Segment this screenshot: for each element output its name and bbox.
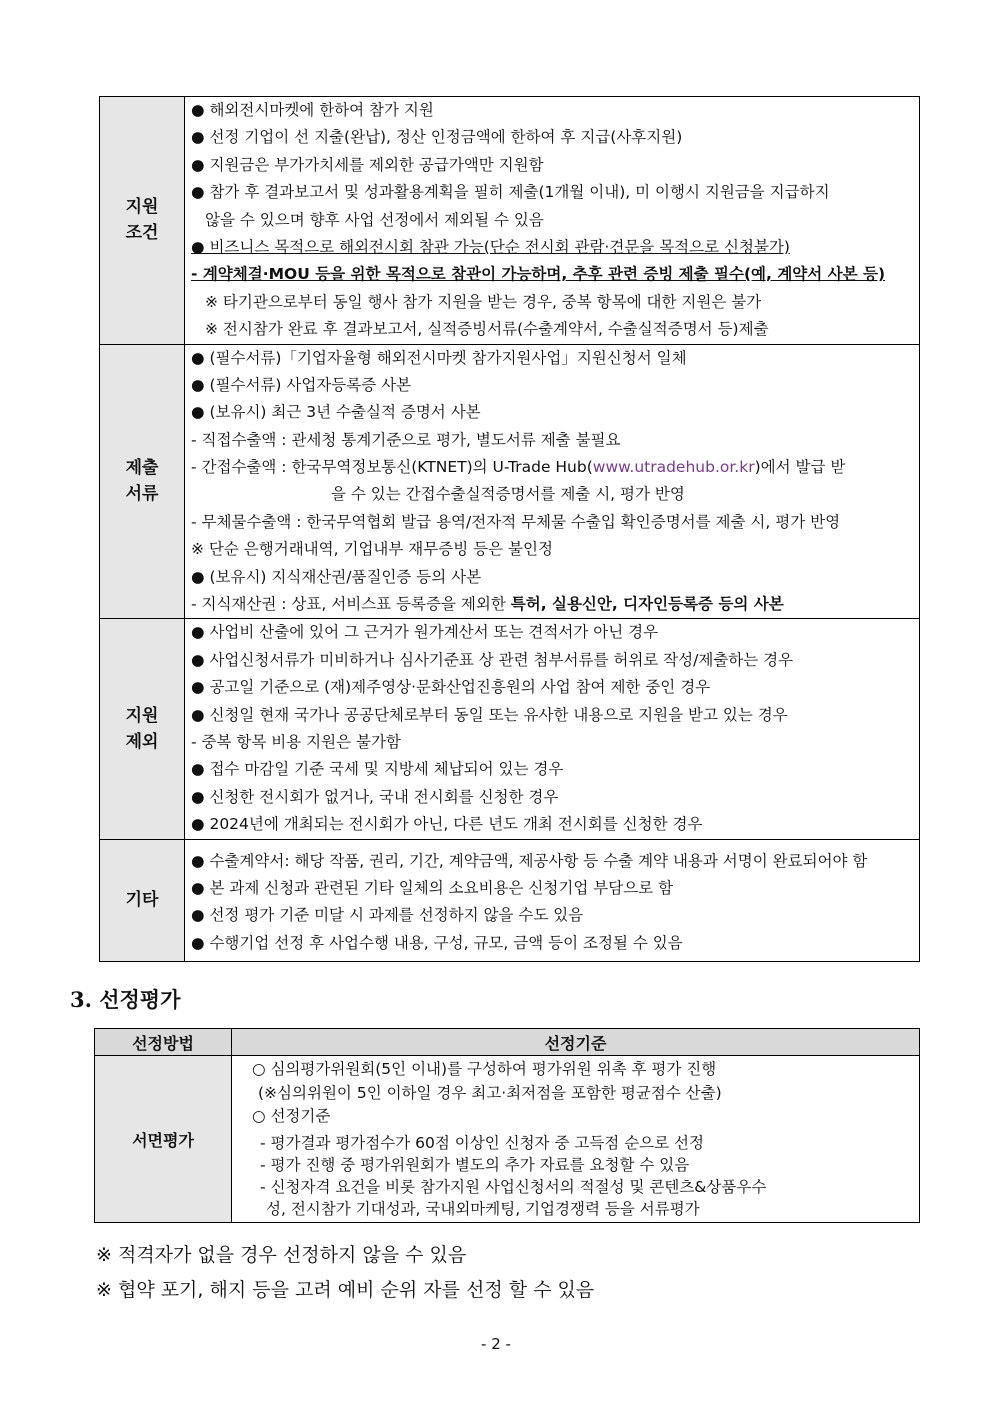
body-line: [191, 207, 915, 234]
body-line-text: 을 수 있는 간접수출실적증명서를 제출 시, 평가 반영: [331, 485, 685, 504]
criteria-line: (※심의위원이 5인 이하일 경우 최고·최저점을 포함한 평균점수 산출): [258, 1083, 722, 1102]
body-line: [191, 591, 915, 618]
body-line-text: ● 지원금은 부가가치세를 제외한 공급가액만 지원함: [191, 155, 544, 174]
body-line: [191, 702, 915, 729]
body-line-text: ● 2024년에 개최되는 전시회가 아닌, 다른 년도 개최 전시회를 신청한 경우: [191, 815, 703, 834]
body-line-text: ● 사업신청서류가 미비하거나 심사기준표 상 관련 첨부서류를 허위로 작성/제출하는 경우: [191, 650, 794, 669]
body-line: [191, 97, 915, 124]
section-header-text: 조건: [125, 223, 159, 244]
body-line-text: - 간접수출액 : 한국무역정보통신(KTNET)의 U-Trade Hub(: [191, 458, 593, 477]
support-conditions-table: [99, 96, 920, 962]
body-line-text: ● (필수서류) 사업자등록증 사본: [191, 375, 412, 394]
note-line: ※ 적격자가 없을 경우 선정하지 않을 수 있음: [96, 1244, 467, 1266]
body-line-text: ● (보유시) 지식재산권/품질인증 등의 사본: [191, 567, 482, 586]
criteria-line: ○ 선정기준: [252, 1107, 331, 1125]
body-line: [191, 481, 915, 508]
body-line: [191, 930, 915, 957]
body-line-text: ● 수출계약서: 해당 작품, 권리, 기간, 계약금액, 제공사항 등 수출 계약 내용과 서명이 완료되어야 함: [191, 851, 868, 870]
table-row: [100, 839, 920, 962]
note-line: ※ 협약 포기, 해지 등을 고려 예비 순위 자를 선정 할 수 있음: [96, 1279, 595, 1301]
body-line: [191, 564, 915, 591]
section-body: [185, 97, 920, 345]
section-header-text: 제출: [125, 458, 159, 479]
section-body: [185, 344, 920, 619]
table-row: [100, 97, 920, 345]
body-line: [191, 316, 915, 343]
body-line: [191, 234, 915, 261]
section-body: [185, 839, 920, 962]
body-line-text: ● 비즈니스 목적으로 해외전시회 참관 가능(단순 전시회 관람·견문을 목적으로 신청불가): [191, 237, 790, 256]
section-header-text: 제외: [125, 731, 159, 752]
body-line: [191, 509, 915, 536]
column-header-method: 선정방법: [95, 1029, 232, 1056]
criteria-line: ○ 심의평가위원회(5인 이내)를 구성하여 평가위원 위촉 후 평가 진행: [252, 1060, 717, 1078]
body-line: [191, 372, 915, 399]
body-line-text: ※ 단순 은행거래내역, 기업내부 재무증빙 등은 불인정: [191, 540, 553, 559]
body-line-text: ● 선정 기업이 선 지출(완납), 정산 인정금액에 한하여 후 지급(사후지원): [191, 128, 683, 147]
section-header-text: 기타: [125, 890, 159, 911]
body-line-text: - 무체물수출액 : 한국무역협회 발급 용역/전자적 무체물 수출입 확인증명서를 제출 시, 평가 반영: [191, 512, 841, 531]
body-line-text: ● 접수 마감일 기준 국세 및 지방세 체납되어 있는 경우: [191, 760, 564, 779]
body-line: [191, 454, 915, 481]
body-line-text: ● 해외전시마켓에 한하여 참가 지원: [191, 101, 434, 119]
body-line: [191, 756, 915, 783]
notes: [96, 1238, 594, 1308]
criteria-line: - 신청자격 요건을 비롯 참가지원 사업신청서의 적절성 및 콘텐츠&상품우수: [260, 1178, 767, 1196]
body-line-text: ● 공고일 기준으로 (재)제주영상·문화산업진흥원의 사업 참여 제한 중인 경우: [191, 678, 711, 697]
website-link[interactable]: www.utradehub.or.kr: [592, 458, 755, 477]
body-line: [191, 289, 915, 316]
body-line: [191, 848, 915, 875]
section-header-text: 서류: [125, 484, 159, 505]
column-header-criteria: 선정기준: [232, 1029, 920, 1056]
body-line-text: )에서 발급 받: [754, 458, 846, 477]
body-line: [191, 784, 915, 811]
body-line: [191, 729, 915, 756]
body-line: [191, 674, 915, 701]
body-line-text: ● 신청한 전시회가 없거나, 국내 전시회를 신청한 경우: [191, 787, 559, 806]
section-body: [185, 619, 920, 839]
section-header-text: 지원: [125, 197, 159, 218]
criteria-line: 성, 전시참가 기대성과, 국내외마케팅, 기업경쟁력 등을 서류평가: [266, 1200, 700, 1218]
body-line-text: - 계약체결·MOU 등을 위한 목적으로 참관이 가능하며, 추후 관련 증빙 제출 필수(예, 계약서 사본 등): [191, 265, 886, 284]
body-line-text: ※ 타기관으로부터 동일 행사 참가 지원을 받는 경우, 중복 항목에 대한 지원은 불가: [205, 292, 762, 311]
criteria-line: - 평가 진행 중 평가위원회가 별도의 추가 자료를 요청할 수 있음: [260, 1156, 690, 1174]
body-line-text: ● 본 과제 신청과 관련된 기타 일체의 소요비용은 신청기업 부담으로 함: [191, 878, 674, 897]
body-line: [191, 427, 915, 454]
bold-text: 특허, 실용신안, 디자인등록증 등의 사본: [510, 595, 784, 614]
body-line-text: ● (필수서류)「기업자율형 해외전시마켓 참가지원사업」지원신청서 일체: [191, 348, 687, 367]
page-number: - 2 -: [481, 1335, 511, 1353]
criteria-cell: [232, 1056, 920, 1223]
method-cell: 서면평가: [95, 1056, 232, 1223]
table-row: [100, 344, 920, 619]
body-line-text: ● 수행기업 선정 후 사업수행 내용, 구성, 규모, 금액 등이 조정될 수 있음: [191, 933, 683, 952]
section-title: 3. 선정평가: [70, 987, 181, 1012]
body-line: [191, 124, 915, 151]
body-line: [191, 619, 915, 646]
body-line-text: ● (보유시) 최근 3년 수출실적 증명서 사본: [191, 403, 481, 422]
body-line: [191, 261, 915, 288]
body-line-text: - 중복 항목 비용 지원은 불가함: [191, 732, 401, 751]
body-line-text: ※ 전시참가 완료 후 결과보고서, 실적증빙서류(수출계약서, 수출실적증명서 등)제출: [205, 320, 769, 339]
body-line: [191, 399, 915, 426]
body-line-text: 않을 수 있으며 향후 사업 선정에서 제외될 수 있음: [205, 210, 544, 229]
section-header: [100, 839, 185, 962]
body-line: [191, 536, 915, 563]
section-header: [100, 619, 185, 839]
section-header: [100, 344, 185, 619]
selection-evaluation-table: [94, 1028, 920, 1223]
body-line: [191, 811, 915, 838]
body-line: [191, 152, 915, 179]
section-header-text: 지원: [125, 705, 159, 726]
body-line: [191, 647, 915, 674]
body-line: [191, 875, 915, 902]
body-line-text: - 지식재산권 : 상표, 서비스표 등록증을 제외한: [191, 595, 511, 614]
body-line-text: ● 참가 후 결과보고서 및 성과활용계획을 필히 제출(1개월 이내), 미 이행시 지원금을 지급하지: [191, 183, 830, 202]
section-header: [100, 97, 185, 345]
body-line: [191, 902, 915, 929]
body-line: [191, 345, 915, 372]
body-line-text: ● 사업비 산출에 있어 그 근거가 원가계산서 또는 견적서가 아닌 경우: [191, 623, 659, 642]
body-line-text: - 직접수출액 : 관세청 통계기준으로 평가, 별도서류 제출 불필요: [191, 430, 621, 449]
table-row: [100, 619, 920, 839]
body-line-text: ● 선정 평가 기준 미달 시 과제를 선정하지 않을 수도 있음: [191, 906, 584, 925]
body-line: [191, 179, 915, 206]
criteria-line: - 평가결과 평가점수가 60점 이상인 신청자 중 고득점 순으로 선정: [260, 1133, 704, 1152]
body-line-text: ● 신청일 현재 국가나 공공단체로부터 동일 또는 유사한 내용으로 지원을 받고 있는 경우: [191, 705, 788, 724]
